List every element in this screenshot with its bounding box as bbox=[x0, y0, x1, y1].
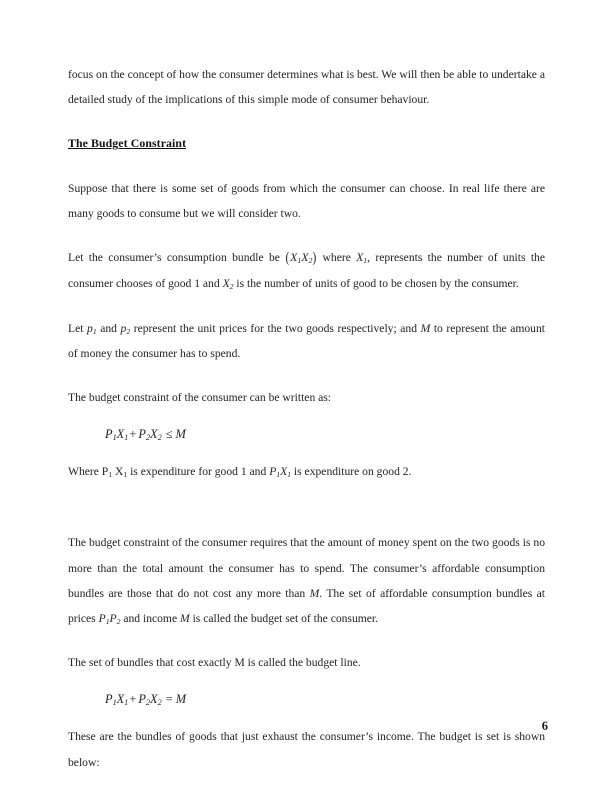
text-where-part4: is expenditure on good 2. bbox=[291, 465, 412, 479]
math-x1 bbox=[356, 251, 367, 264]
text-bundle-part2: where bbox=[317, 251, 357, 265]
spacer bbox=[68, 226, 545, 245]
symbol-x: X bbox=[301, 250, 309, 265]
symbol-p2: P bbox=[138, 692, 146, 707]
spacer bbox=[68, 366, 545, 385]
subscript-1: 1 bbox=[124, 698, 129, 708]
text-where-part3: is expenditure for good 1 and bbox=[127, 465, 270, 479]
paragraph-constraint-written: The budget constraint of the consumer can be written as: bbox=[68, 390, 332, 404]
page-number: 6 bbox=[541, 719, 548, 733]
subscript-1: 1 bbox=[124, 433, 129, 443]
subscript-2: 2 bbox=[116, 616, 121, 626]
heading-the-budget-constraint: The Budget Constraint bbox=[68, 136, 187, 151]
subscript-2: 2 bbox=[145, 698, 151, 708]
math-bundle-pair bbox=[285, 250, 317, 267]
math-p1-lower bbox=[87, 322, 97, 335]
subscript-2: 2 bbox=[229, 282, 234, 292]
symbol-x2: X bbox=[150, 427, 158, 442]
math-p1x1 bbox=[269, 465, 291, 478]
subscript-1: 1 bbox=[363, 256, 368, 265]
equation-budget-inequality bbox=[68, 422, 545, 447]
symbol-p2: P bbox=[138, 427, 146, 442]
text-requires-4: is called the budget set of the consumer. bbox=[189, 611, 379, 625]
math-m: M bbox=[420, 321, 431, 335]
spacer bbox=[68, 410, 545, 422]
symbol-m: M bbox=[175, 692, 187, 707]
subscript-1: 1 bbox=[92, 326, 97, 336]
subscript-1: 1 bbox=[105, 616, 110, 626]
paragraph-consumption-bundle bbox=[68, 245, 545, 297]
symbol-p-lower: p bbox=[87, 321, 93, 335]
subscript-1: 1 bbox=[112, 698, 117, 708]
paren-open: ( bbox=[285, 250, 290, 267]
subscript-1: 1 bbox=[287, 470, 292, 480]
spacer bbox=[68, 447, 545, 459]
symbol-m: M bbox=[175, 427, 186, 442]
subscript-2: 2 bbox=[157, 698, 162, 708]
symbol-p: P bbox=[98, 611, 106, 625]
symbol-p: P bbox=[109, 611, 117, 625]
math-p2-lower bbox=[121, 322, 131, 335]
spacer bbox=[68, 484, 545, 530]
relation-less-equal: ≤ bbox=[165, 427, 173, 442]
subscript-1: 1 bbox=[276, 470, 281, 480]
text-requires-2: . The set of affordable consumption bundles at prices bbox=[68, 586, 546, 625]
spacer bbox=[68, 631, 545, 650]
equation-budget-line bbox=[68, 687, 545, 712]
subscript-1: 1 bbox=[297, 256, 302, 266]
spacer bbox=[68, 157, 545, 176]
paragraph-where-expenditure bbox=[68, 459, 545, 484]
text-where-part1: Where P bbox=[68, 465, 109, 479]
text-requires-3: and income bbox=[120, 611, 180, 625]
relation-equals: = bbox=[165, 692, 173, 707]
subscript-1: 1 bbox=[108, 470, 113, 480]
text-prices-part3: represent the unit prices for the two goods respectively; and bbox=[130, 321, 421, 335]
math-p1p2 bbox=[99, 612, 121, 625]
text-prices-part4: to represent the amount of money the consumer has to spend. bbox=[68, 321, 545, 360]
spacer bbox=[68, 675, 545, 687]
paragraph-suppose-goods: Suppose that there is some set of goods from which the consumer can choose. In real life there are many goods to consume but we will consider two. bbox=[68, 181, 545, 220]
math-x2 bbox=[223, 277, 234, 290]
text-prices-part1: Let bbox=[68, 321, 88, 335]
symbol-x1: X bbox=[116, 692, 125, 707]
symbol-p1: P bbox=[105, 692, 113, 707]
spacer bbox=[68, 112, 545, 131]
paragraph-requires-affordable bbox=[68, 530, 545, 631]
text-bundle-part4: is the number of units of good to be chosen by the consumer. bbox=[233, 277, 519, 291]
text-where-part2: X bbox=[112, 465, 124, 479]
spacer bbox=[68, 297, 545, 316]
operator-plus: + bbox=[129, 427, 137, 442]
symbol-x: X bbox=[280, 465, 288, 479]
paragraph-unit-prices bbox=[68, 316, 545, 366]
symbol-x1: X bbox=[116, 427, 125, 442]
subscript-2: 2 bbox=[126, 326, 131, 336]
math-m: M bbox=[309, 586, 320, 600]
subscript-1: 1 bbox=[123, 470, 128, 480]
paragraph-exhaust-income: These are the bundles of goods that just exhaust the consumer’s income. The budget is set is shown below: bbox=[68, 730, 545, 769]
subscript-2: 2 bbox=[308, 256, 313, 266]
subscript-2: 2 bbox=[145, 433, 151, 443]
symbol-p1: P bbox=[105, 427, 113, 442]
text-requires-1: The budget constraint of the consumer requires that the amount of money spent on the two goods is no more than the total amount the consumer has to spend. The consumer’s affordable consumption bundles are those that do not cost any more than bbox=[68, 536, 545, 600]
spacer bbox=[68, 712, 545, 724]
paren-close: ) bbox=[312, 250, 317, 267]
symbol-x: X bbox=[222, 277, 230, 291]
symbol-x: X bbox=[356, 251, 364, 265]
symbol-p-lower: p bbox=[120, 321, 127, 335]
text-bundle-part3: , represents the number of units the consumer chooses of good 1 and bbox=[68, 251, 545, 291]
page-content bbox=[68, 62, 545, 775]
paragraph-intro-continued: focus on the concept of how the consumer determines what is best. We will then be able to undertake a detailed study of the implications of this simple mode of consumer behaviour. bbox=[68, 68, 545, 107]
math-m: M bbox=[180, 611, 190, 625]
symbol-x2: X bbox=[150, 692, 158, 707]
symbol-p: P bbox=[269, 465, 277, 479]
paragraph-budget-line-definition: The set of bundles that cost exactly M is called the budget line. bbox=[68, 656, 361, 670]
operator-plus: + bbox=[129, 692, 137, 707]
text-prices-part2: and bbox=[96, 321, 121, 335]
subscript-1: 1 bbox=[112, 433, 117, 443]
symbol-x: X bbox=[290, 250, 298, 265]
subscript-2: 2 bbox=[157, 433, 162, 443]
text-bundle-part1: Let the consumer’s consumption bundle be bbox=[68, 251, 286, 265]
